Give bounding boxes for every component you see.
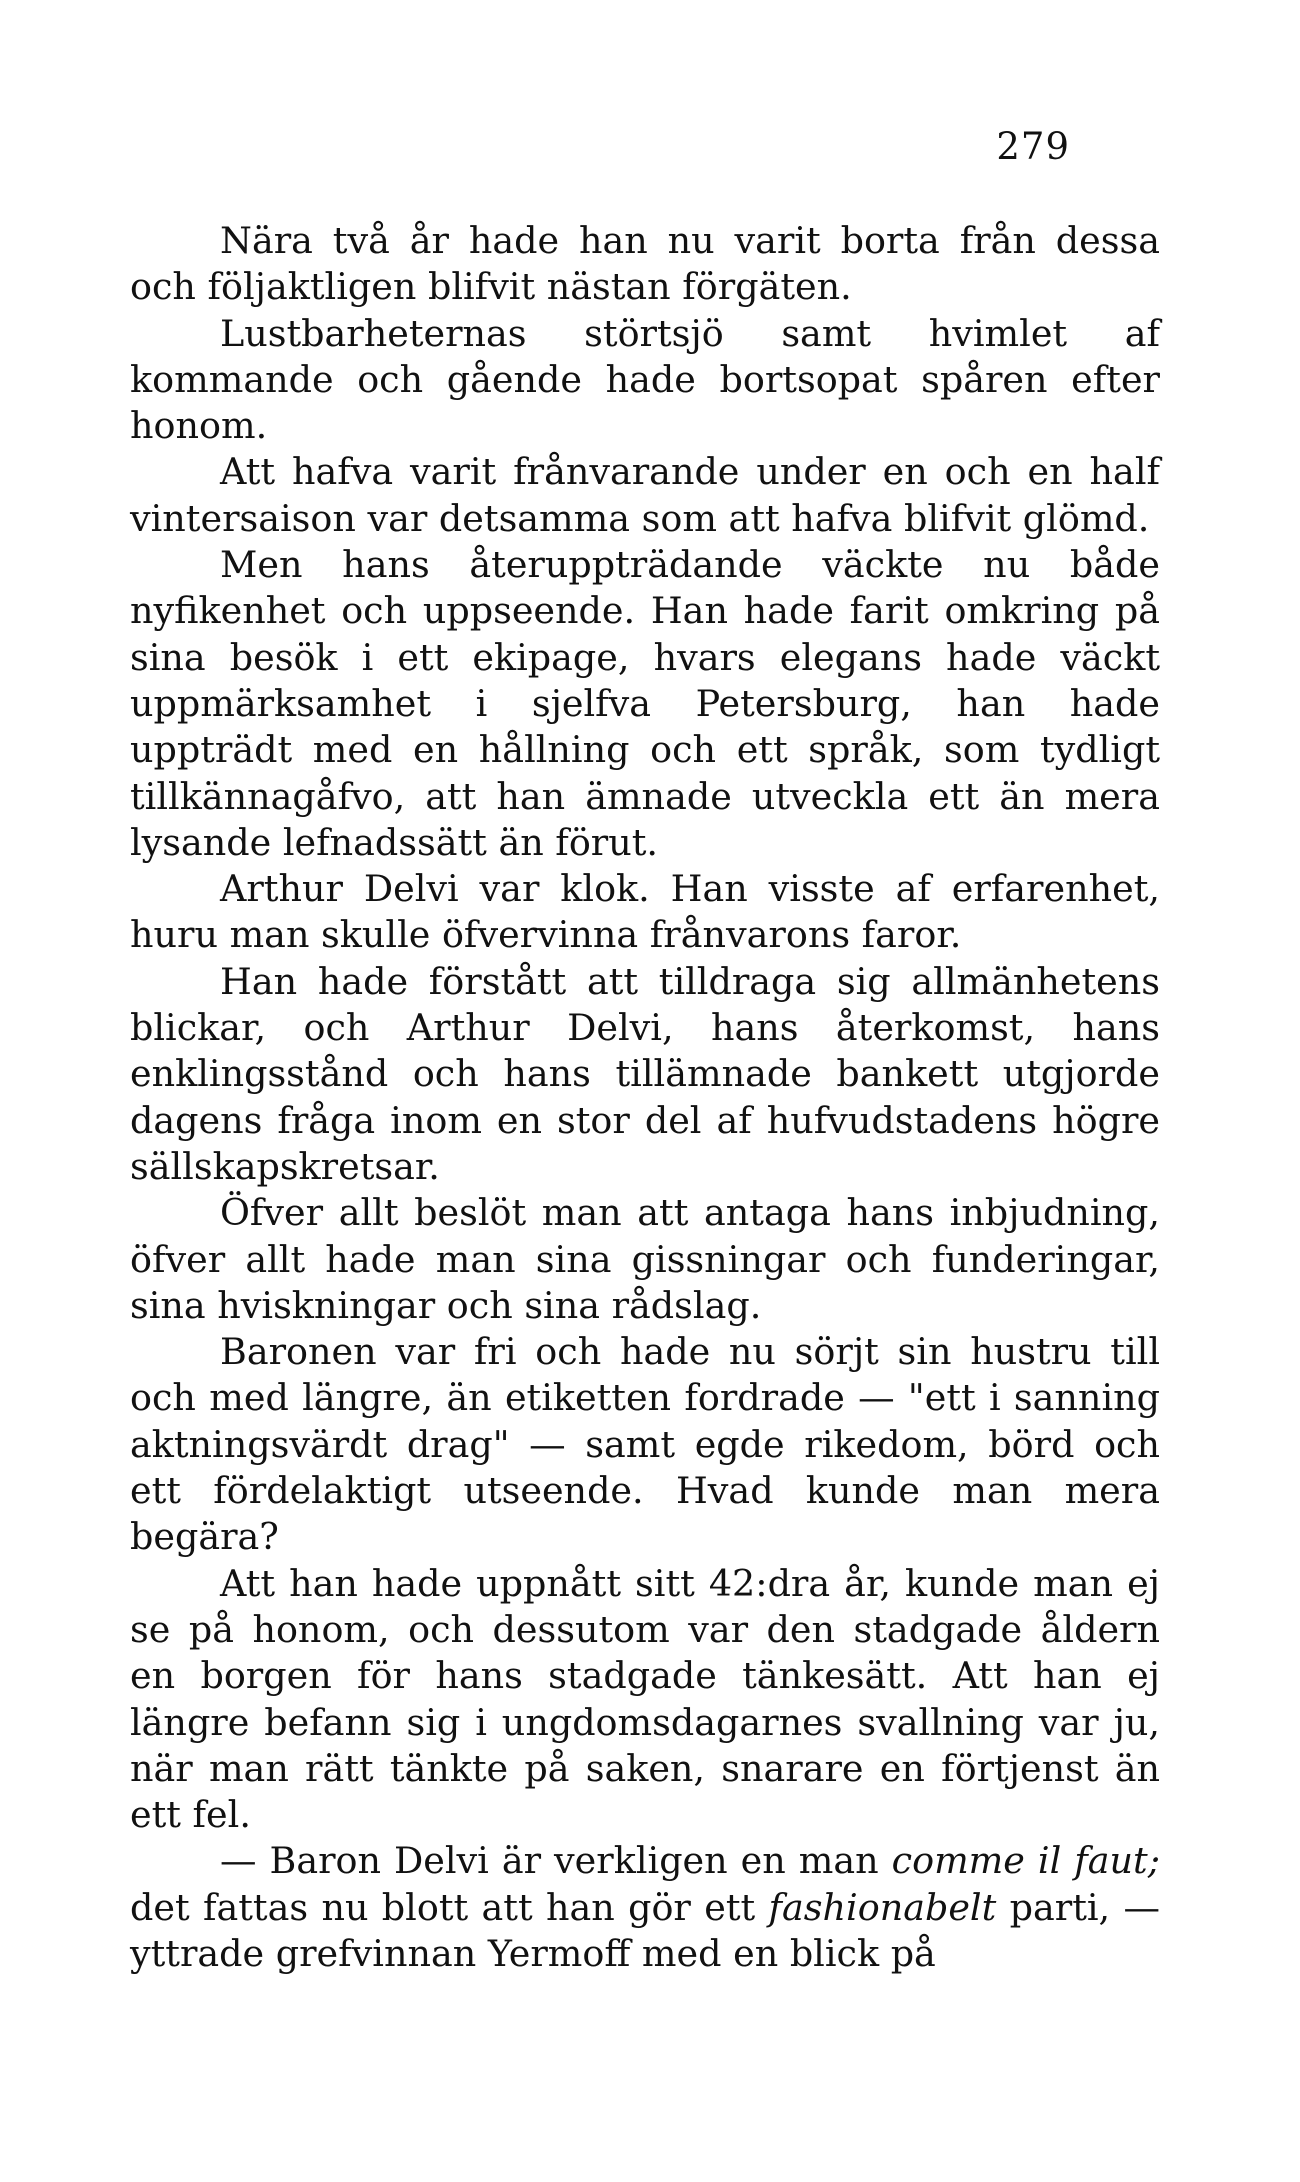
italic-phrase: fashionabelt <box>768 1885 997 1929</box>
paragraph: Men hans återuppträdande väckte nu både nyfikenhet och uppseende. Han hade farit omkring på sina besök i ett ekipage, hvars elegans hade väckt uppmärksamhet i sjelfva Petersburg, han hade uppträdt med en hållning och ett språk, som tydligt tillkännagåfvo, att han ämnade utveckla ett än mera lysande lefnadssätt än förut. <box>130 543 1160 864</box>
text-run: det fattas nu blott att han gör ett <box>130 1885 769 1929</box>
paragraph: Nära två år hade han nu varit borta från dessa och följaktligen blifvit nästan förgäten. <box>130 219 1160 309</box>
paragraph: Att han hade uppnått sitt 42:dra år, kunde man ej se på honom, och dessutom var den stadgade åldern en borgen för hans stadgade tänkesätt. Att han ej längre befann sig i ungdomsdagarnes svallning var ju, när man rätt tänkte på saken, snarare en förtjenst än ett fel. <box>130 1561 1160 1837</box>
paragraph: Lustbarheternas störtsjö samt hvimlet af kommande och gående hade bortsopat spåren efter honom. <box>130 311 1160 448</box>
paragraph: Att hafva varit frånvarande under en och en half vintersaison var detsamma som att hafva blifvit glömd. <box>130 450 1160 540</box>
italic-phrase: comme il faut; <box>891 1839 1160 1883</box>
paragraph-last <box>130 1838 1160 1977</box>
paragraph: Arthur Delvi var klok. Han visste af erfarenhet, huru man skulle öfvervinna frånvarons faror. <box>130 867 1160 957</box>
paragraph: Han hade förstått att tilldraga sig allmänhetens blickar, och Arthur Delvi, hans återkomst, hans enklingsstånd och hans tillämnade bankett utgjorde dagens fråga inom en stor del af hufvudstadens högre sällskapskretsar. <box>130 959 1160 1188</box>
page-number: 279 <box>996 125 1070 168</box>
text-run: — Baron Delvi är verkligen en man <box>220 1839 892 1883</box>
body-text <box>130 218 1160 1977</box>
paragraph: Öfver allt beslöt man att antaga hans inbjudning, öfver allt hade man sina gissningar och funderingar, sina hviskningar och sina rådslag. <box>130 1191 1160 1327</box>
paragraph: Baronen var fri och hade nu sörjt sin hustru till och med längre, än etiketten fordrade — "ett i sanning aktningsvärdt drag" — samt egde rikedom, börd och ett fördelaktigt utseende. Hvad kunde man mera begära? <box>130 1330 1160 1559</box>
text-run: parti, — yttrade grefvinnan Yermoff med en blick på <box>130 1885 1160 1975</box>
